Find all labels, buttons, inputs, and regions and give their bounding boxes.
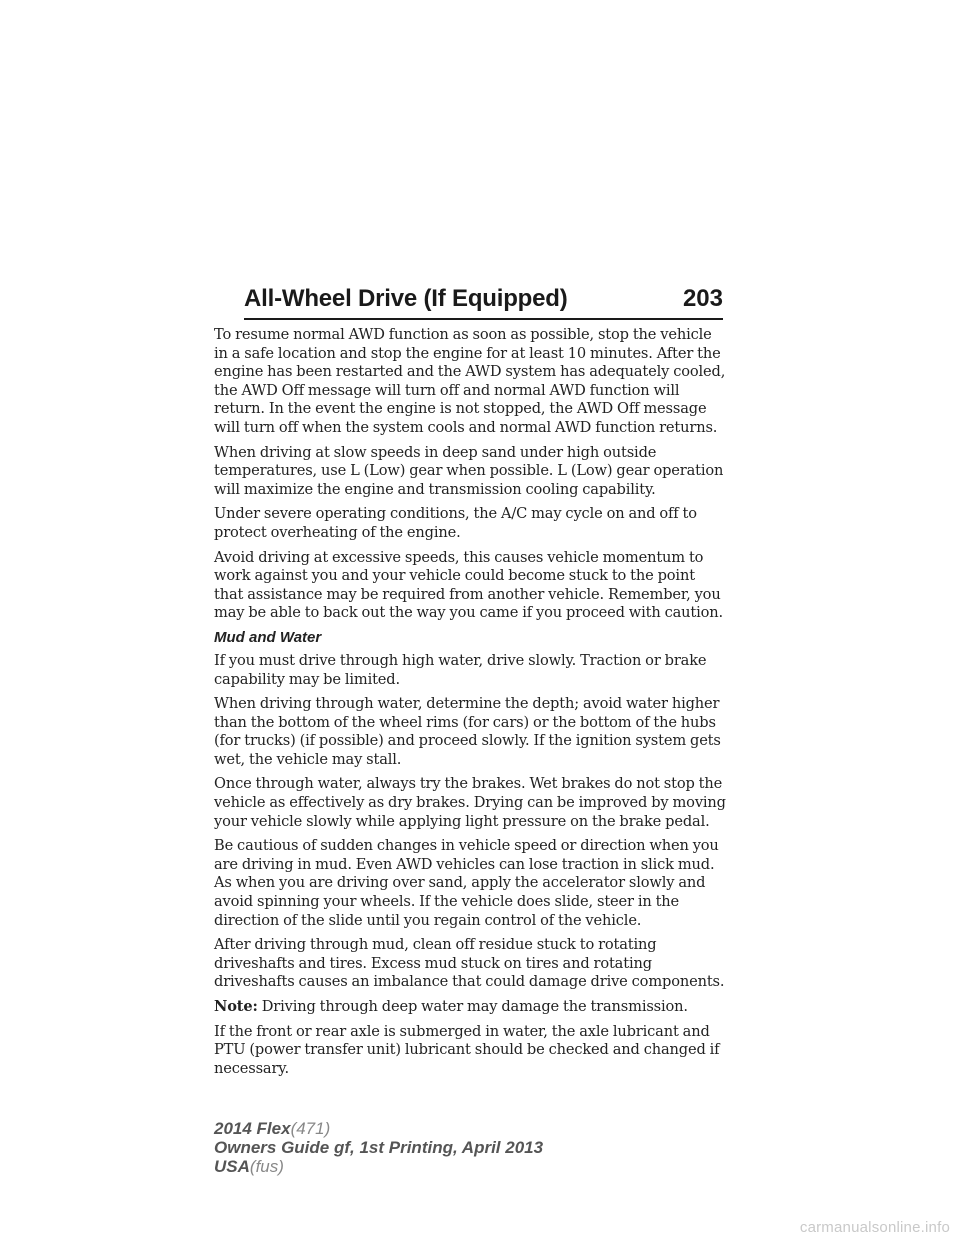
paragraph-ac-cycle: Under severe operating conditions, the A/C may cycle on and off to protect overheating of the engine.	[214, 505, 697, 541]
paragraph-excessive-speeds: Avoid driving at excessive speeds, this causes vehicle momentum to work against you and your vehicle could become stuck to the point that assistance may be required from another vehicle. Remember, you may be able to back out the way you came if you proceed with caution.	[214, 548, 724, 622]
watermark: carmanualsonline.info	[799, 1219, 950, 1236]
footer-model-line	[214, 1119, 614, 1138]
paragraph-deep-sand: When driving at slow speeds in deep sand under high outside temperatures, use L (Low) gear when possible. L (Low) gear operation will maximize the engine and transmission cooling capability.	[214, 443, 724, 498]
paragraph-water-depth: When driving through water, determine the depth; avoid water higher than the bottom of the wheel rims (for cars) or the bottom of the hubs (for trucks) (if possible) and proceed slowly. If the ignition system gets wet, the vehicle may stall.	[214, 695, 721, 768]
paragraph-mud-driving: Be cautious of sudden changes in vehicle speed or direction when you are driving in mud. Even AWD vehicles can lose traction in slick mud. As when you are driving over sand, apply the accelerator slowly and avoid spinning your wheels. If the vehicle does slide, steer in the direction of the slide until you regain control of the vehicle.	[214, 837, 719, 929]
paragraph-wet-brakes: Once through water, always try the brakes. Wet brakes do not stop the vehicle as effectively as dry brakes. Drying can be improved by moving your vehicle slowly while applying light pressure on the brake pedal.	[214, 775, 726, 830]
page-number: 203	[682, 285, 723, 312]
paragraph-mud-cleanup: After driving through mud, clean off residue stuck to rotating driveshafts and tires. Excess mud stuck on tires and rotating driveshafts causes an imbalance that could damage drive components.	[214, 936, 725, 991]
paragraph-high-water: If you must drive through high water, drive slowly. Traction or brake capability may be limited.	[214, 651, 707, 688]
note-text: Driving through deep water may damage the transmission.	[257, 998, 688, 1015]
page-footer	[214, 1119, 614, 1176]
body-text	[214, 326, 726, 1084]
page-header	[244, 283, 723, 317]
footer-guide-line	[214, 1138, 614, 1157]
section-title: All-Wheel Drive (If Equipped)	[244, 285, 568, 312]
note-label: Note:	[214, 998, 258, 1015]
footer-model-code: (471)	[290, 1119, 331, 1138]
note-deep-water	[214, 998, 726, 1017]
footer-model: 2014 Flex	[214, 1119, 291, 1138]
footer-market-code: (fus)	[249, 1157, 284, 1176]
footer-market-line	[214, 1157, 614, 1176]
footer-guide: Owners Guide gf, 1st Printing, April 2013	[214, 1138, 544, 1157]
paragraph-axle-submerged: If the front or rear axle is submerged in water, the axle lubricant and PTU (power transfer unit) lubricant should be checked and changed if necessary.	[214, 1022, 720, 1077]
footer-market: USA	[214, 1157, 250, 1176]
subheading-mud-water: Mud and Water	[214, 628, 322, 646]
paragraph-awd-resume: To resume normal AWD function as soon as possible, stop the vehicle in a safe location and stop the engine for at least 10 minutes. After the engine has been restarted and the AWD system has adequately cooled, the AWD Off message will turn off and normal AWD function will return. In the event the engine is not stopped, the AWD Off message will turn off when the system cools and normal AWD function returns.	[214, 326, 726, 436]
header-divider	[244, 318, 723, 320]
